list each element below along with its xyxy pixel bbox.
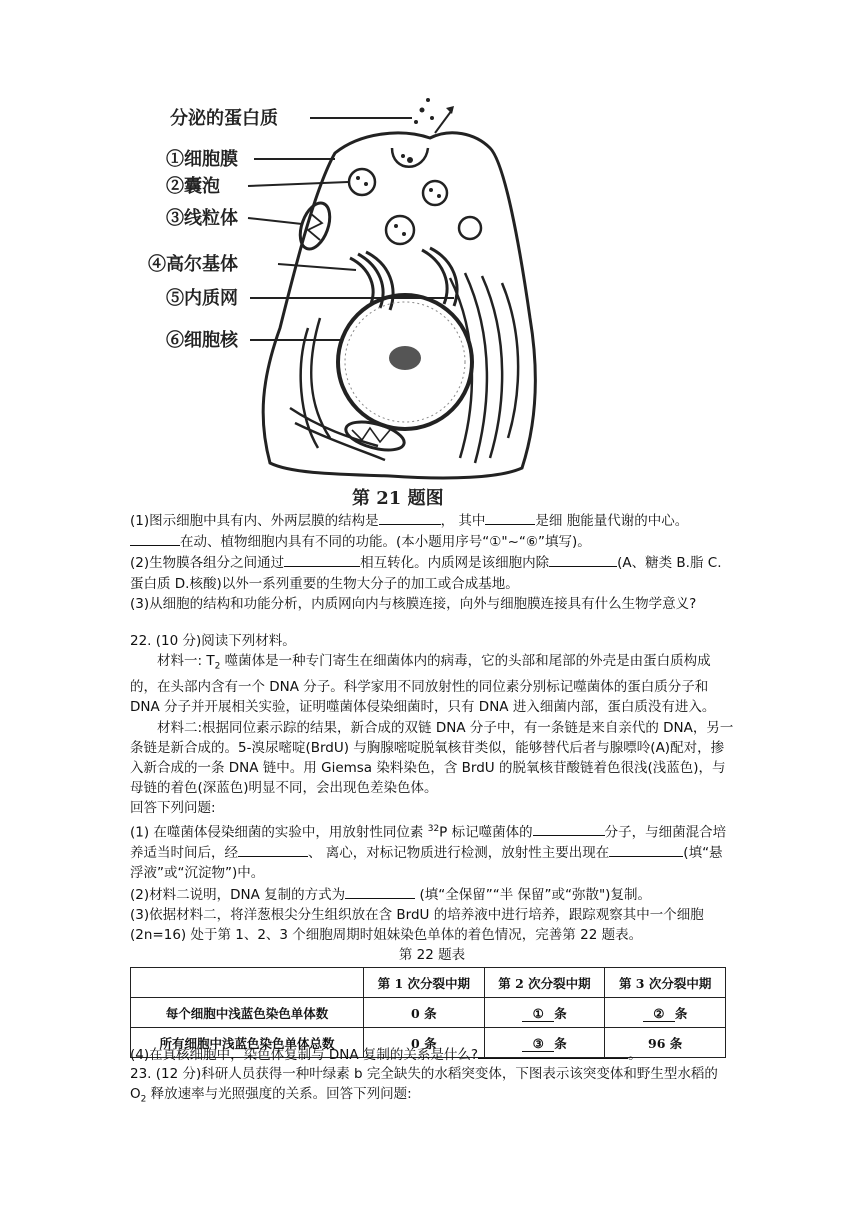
answer-blank[interactable] (549, 552, 617, 567)
q21-p1-b: ， 其中 (440, 513, 486, 529)
question-23 (130, 1064, 734, 1110)
q23-text (130, 1064, 734, 1110)
label-golgi: ④高尔基体 (148, 254, 238, 275)
table-caption: 第 22 题表 (398, 947, 466, 964)
label-vesicle: ②囊泡 (166, 176, 220, 197)
answer-blank[interactable] (478, 1044, 628, 1059)
table-header: 第 3 次分裂中期 (605, 968, 726, 998)
table-cell: 96 条 (605, 1028, 726, 1058)
q22-part2 (130, 884, 734, 905)
table-header: 第 2 次分裂中期 (484, 968, 605, 998)
unit: 条 (674, 1005, 688, 1021)
table-header-empty (131, 968, 364, 998)
question-22-part4 (130, 1044, 734, 1065)
cell-diagram (130, 78, 620, 510)
table-cell: 0 条 (364, 998, 485, 1028)
q21-p2-a: (2)生物膜各组分之间通过 (130, 555, 285, 572)
q22-p1-d: 、 离心，对标记物质进行检测，放射性主要出现在 (308, 845, 610, 862)
answer-blank[interactable] (130, 531, 180, 546)
blank-1[interactable]: ① (522, 1006, 554, 1022)
q22-p1-c: 分子，与细菌混合培养适当时间后，经 (130, 824, 727, 862)
label-cell-membrane: ①细胞膜 (166, 149, 238, 170)
q22-p2-b: (填“全保留”“半 保留”或“弥散")复制。 (415, 886, 651, 903)
q22-p4-end: 。 (628, 1047, 642, 1063)
question-22 (130, 631, 734, 965)
table-row-header: 每个细胞中浅蓝色染色单体数 (131, 998, 364, 1028)
q23-sub: 2 (140, 1094, 147, 1105)
unit: 条 (554, 1035, 567, 1051)
q22-p1-a: (1) 在噬菌体侵染细菌的实验中，用放射性同位素 (130, 824, 428, 841)
q22-p2-a: (2)材料二说明，DNA 复制的方式为 (130, 886, 346, 903)
q22-part3: (3)依据材料二，将洋葱根尖分生组织放在含 BrdU 的培养液中进行培养，跟踪观察其中一个细胞(2n=16) 处于第 1、2、3 个细胞周期时姐妹染色单体的着色情况，完善第 22 题表。 (130, 906, 704, 944)
answer-blank[interactable] (379, 510, 441, 525)
table-cell: 0 条 (364, 1028, 485, 1058)
q22-p1-b: P 标记噬菌体的 (439, 824, 533, 841)
q22-p4: (4)在真核细胞中，染色体复制与 DNA 复制的关系是什么? (130, 1047, 479, 1063)
q23-a: 23. (12 分)科研人员获得一种叶绿素 b 完全缺失的水稻突变体，下图表示该突变体和野生型水稻的 O (130, 1066, 718, 1103)
label-mitochondrion: ③线粒体 (166, 208, 238, 229)
q22-title: 22. (10 分)阅读下列材料。 (130, 633, 296, 649)
figure-21 (130, 78, 620, 510)
q22-part4 (130, 1044, 734, 1065)
blank-2[interactable]: ② (643, 1006, 675, 1022)
q22-answer-intro: 回答下列问题: (130, 800, 216, 817)
q22-m1-sub: 2 (214, 661, 221, 672)
figure-caption: 第 21 题图 (352, 488, 444, 509)
q22-m1-a: 材料一: T (157, 653, 215, 670)
answer-blank[interactable] (609, 842, 683, 857)
q21-p1-d: 在动、植物细胞内具有不同的功能。(本小题用序号“①"~“⑥”填写)。 (180, 534, 591, 551)
table-cell (605, 998, 726, 1028)
q22-m1-b: 噬菌体是一种专门寄生在细菌体内的病毒，它的头部和尾部的外壳是由蛋白质构成的，在头部内含有一个 DNA 分子。科学家用不同放射性的同位素分别标记噬菌体的蛋白质分子和 DNA 分子并开展相关实验，证明噬菌体侵染细菌时，只有 DNA 进入细菌内部，蛋白质没有进入。 (130, 653, 716, 716)
table-cell (484, 998, 605, 1028)
table-header-row (131, 968, 726, 998)
q22-p1-e: (填“悬浮液”或“沉淀物”)中。 (130, 845, 723, 882)
answer-blank[interactable] (485, 510, 535, 525)
q21-p2-b: 相互转化。内质网是该细胞内除 (360, 555, 550, 572)
q21-p1-c: 是细 胞能量代谢的中心。 (535, 513, 689, 529)
q23-b: 释放速率与光照强度的关系。回答下列问题: (146, 1086, 412, 1103)
q22-p1-sup: 32 (427, 823, 440, 834)
unit: 条 (554, 1005, 567, 1021)
q21-part3: (3)从细胞的结构和功能分析，内质网向内与核膜连接，向外与细胞膜连接具有什么生物学意义? (130, 595, 697, 612)
question-21 (130, 510, 734, 614)
table-row (131, 998, 726, 1028)
q21-part1-cont (130, 531, 734, 552)
table-row-header: 所有细胞中浅蓝色染色单体总数 (131, 1028, 364, 1058)
label-nucleus: ⑥细胞核 (166, 330, 238, 351)
q22-part1 (130, 819, 734, 884)
q21-p2-c: (A、糖类 B.脂 C.蛋白质 D.核酸)以外一系列重要的生物大分子的加工或合成基地。 (130, 555, 722, 592)
q21-part2 (130, 552, 734, 593)
answer-blank[interactable] (284, 552, 360, 567)
answer-blank[interactable] (238, 842, 308, 857)
q22-material-2: 材料二:根据同位素示踪的结果，新合成的双链 DNA 分子中，有一条链是来自亲代的 DNA，另一条链是新合成的。5-溴尿嘧啶(BrdU) 与胸腺嘧啶脱氧核苷类似，能够替代后者与腺嘌呤(A)配对，掺入新合成的一条 DNA 链中。用 Giemsa 染料染色，含 BrdU 的脱氧核苷酸链着色很浅(浅蓝色)，与母链的着色(深蓝色)明显不同，会出现色差染色体。 (130, 719, 734, 797)
table-header: 第 1 次分裂中期 (364, 968, 485, 998)
answer-blank[interactable] (345, 884, 415, 899)
q21-p1-a: (1)图示细胞中具有内、外两层膜的结构是 (130, 513, 379, 529)
label-er: ⑤内质网 (166, 288, 238, 309)
blank-3[interactable]: ③ (522, 1036, 554, 1052)
q22-material-1 (130, 651, 734, 717)
label-secreted-protein: 分泌的蛋白质 (170, 108, 278, 129)
q21-part1 (130, 510, 734, 531)
answer-blank[interactable] (533, 821, 605, 836)
